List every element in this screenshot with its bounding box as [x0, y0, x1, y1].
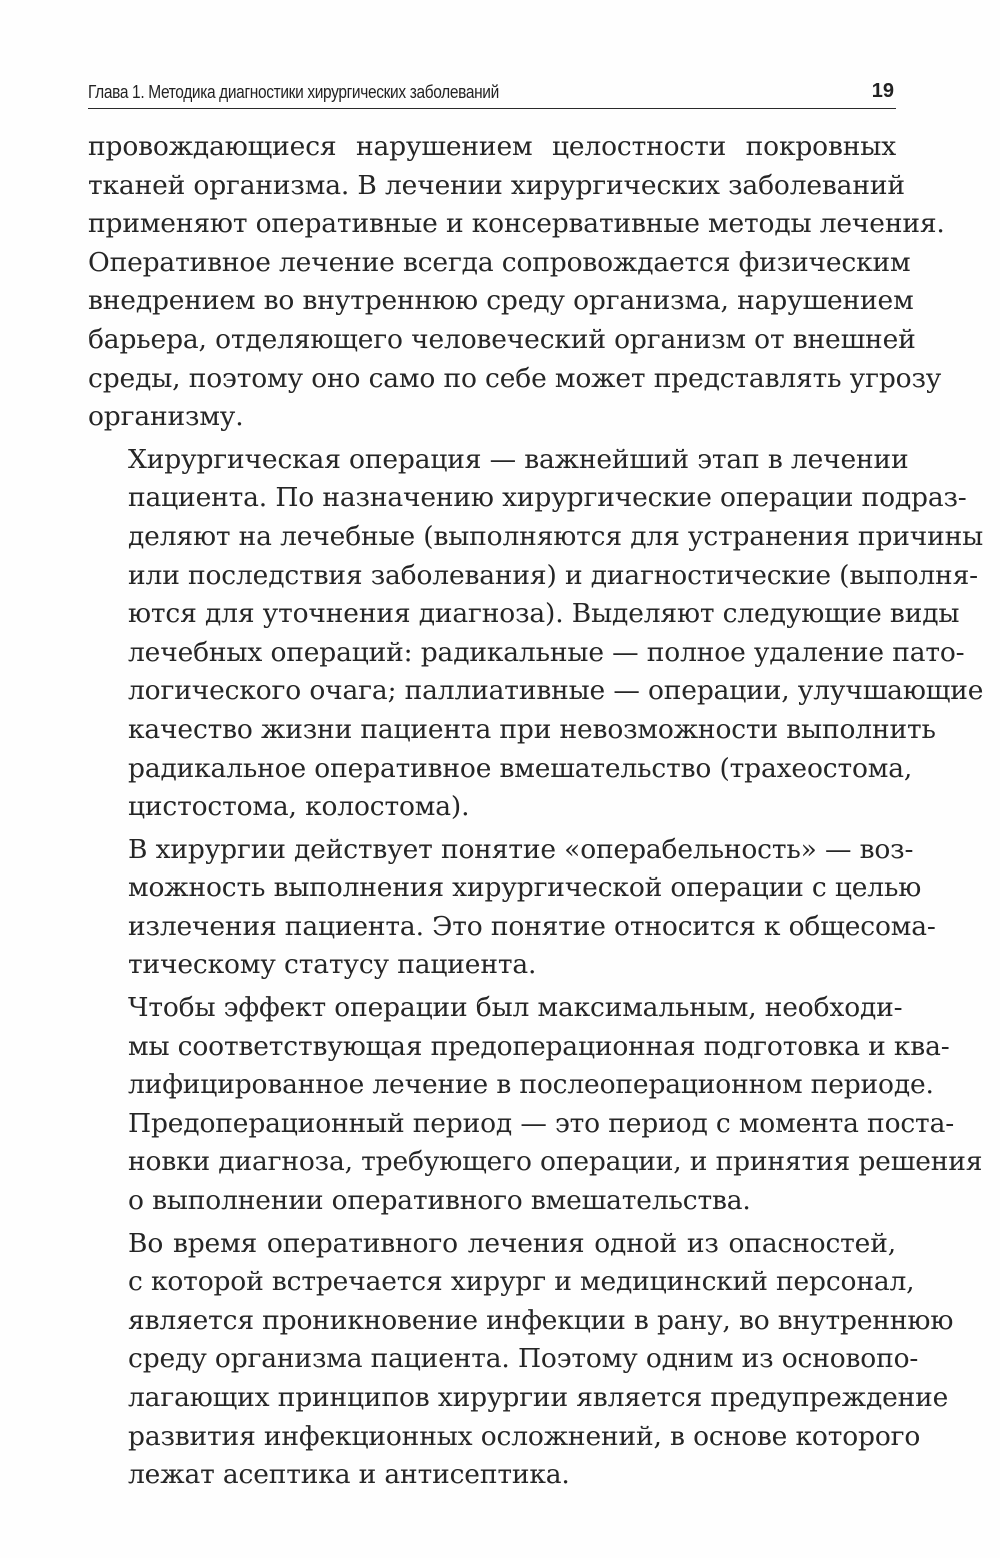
body-text: [88, 128, 984, 1495]
paragraph: [88, 989, 983, 1221]
chapter-title: Глава 1. Методика диагностики хирургических заболеваний: [88, 82, 499, 102]
text-line: Предоперационный период — это период с момента поста-: [128, 1107, 955, 1139]
text-line: тическому статусу пациента.: [128, 949, 537, 981]
text-line: применяют оперативные и консервативные методы лечения.: [88, 208, 945, 240]
text-line: является проникновение инфекции в рану, во внутреннюю: [128, 1304, 954, 1336]
text-line: барьера, отделяющего человеческий организм от внешней: [88, 323, 916, 355]
text-line: качество жизни пациента при невозможности выполнить: [128, 713, 936, 745]
paragraph: [88, 1225, 954, 1495]
text-line: развития инфекционных осложнений, в основе которого: [128, 1420, 921, 1452]
text-line: с которой встречается хирург и медицинский персонал,: [128, 1266, 915, 1298]
paragraph: [88, 831, 936, 985]
text-line: ются для уточнения диагноза). Выделяют следующие виды: [128, 598, 960, 630]
text-line: тканей организма. В лечении хирургических заболеваний: [88, 169, 905, 201]
text-line: среду организма пациента. Поэтому одним из основопо-: [128, 1343, 919, 1375]
page-number: 19: [871, 80, 894, 102]
text-line: мы соответствующая предоперационная подготовка и ква-: [128, 1030, 950, 1062]
text-line: Хирургическая операция — важнейший этап в лечении: [128, 443, 909, 475]
text-line: В хирургии действует понятие «операбельность» — воз-: [128, 833, 914, 865]
text-line: новки диагноза, требующего операции, и принятия решения: [128, 1146, 983, 1178]
text-line: логического очага; паллиативные — операции, улучшающие: [128, 675, 984, 707]
text-line: организму.: [88, 401, 244, 433]
paragraph: [88, 128, 945, 437]
text-line: лечебных операций: радикальные — полное удаление пато-: [128, 636, 965, 668]
text-line: пациента. По назначению хирургические операции подраз-: [128, 482, 967, 514]
text-line: Во время оперативного лечения одной из опасностей,: [128, 1227, 896, 1259]
paragraph: [88, 441, 984, 827]
text-line: или последствия заболевания) и диагностические (выполня-: [128, 559, 978, 591]
text-line: провождающиеся нарушением целостности покровных: [88, 131, 896, 162]
text-line: о выполнении оперативного вмешательства.: [128, 1185, 751, 1217]
text-line: можность выполнения хирургической операции с целью: [128, 872, 922, 904]
text-line: излечения пациента. Это понятие относится к общесома-: [128, 910, 936, 942]
text-line: радикальное оперативное вмешательство (трахеостома,: [128, 752, 913, 784]
text-line: цистостома, колостома).: [128, 791, 470, 823]
text-line: среды, поэтому оно само по себе может представлять угрозу: [88, 362, 942, 394]
text-line: деляют на лечебные (выполняются для устранения причины: [128, 520, 984, 552]
text-line: лежат асептика и антисептика.: [128, 1459, 570, 1491]
text-line: Чтобы эффект операции был максимальным, необходи-: [128, 992, 903, 1024]
text-line: лагающих принципов хирургии является предупреждение: [128, 1382, 949, 1413]
text-line: Оперативное лечение всегда сопровождается физическим: [88, 246, 911, 278]
text-line: лифицированное лечение в послеоперационном периоде.: [128, 1069, 934, 1101]
text-line: внедрением во внутреннюю среду организма, нарушением: [88, 285, 914, 317]
running-header: [88, 80, 896, 109]
